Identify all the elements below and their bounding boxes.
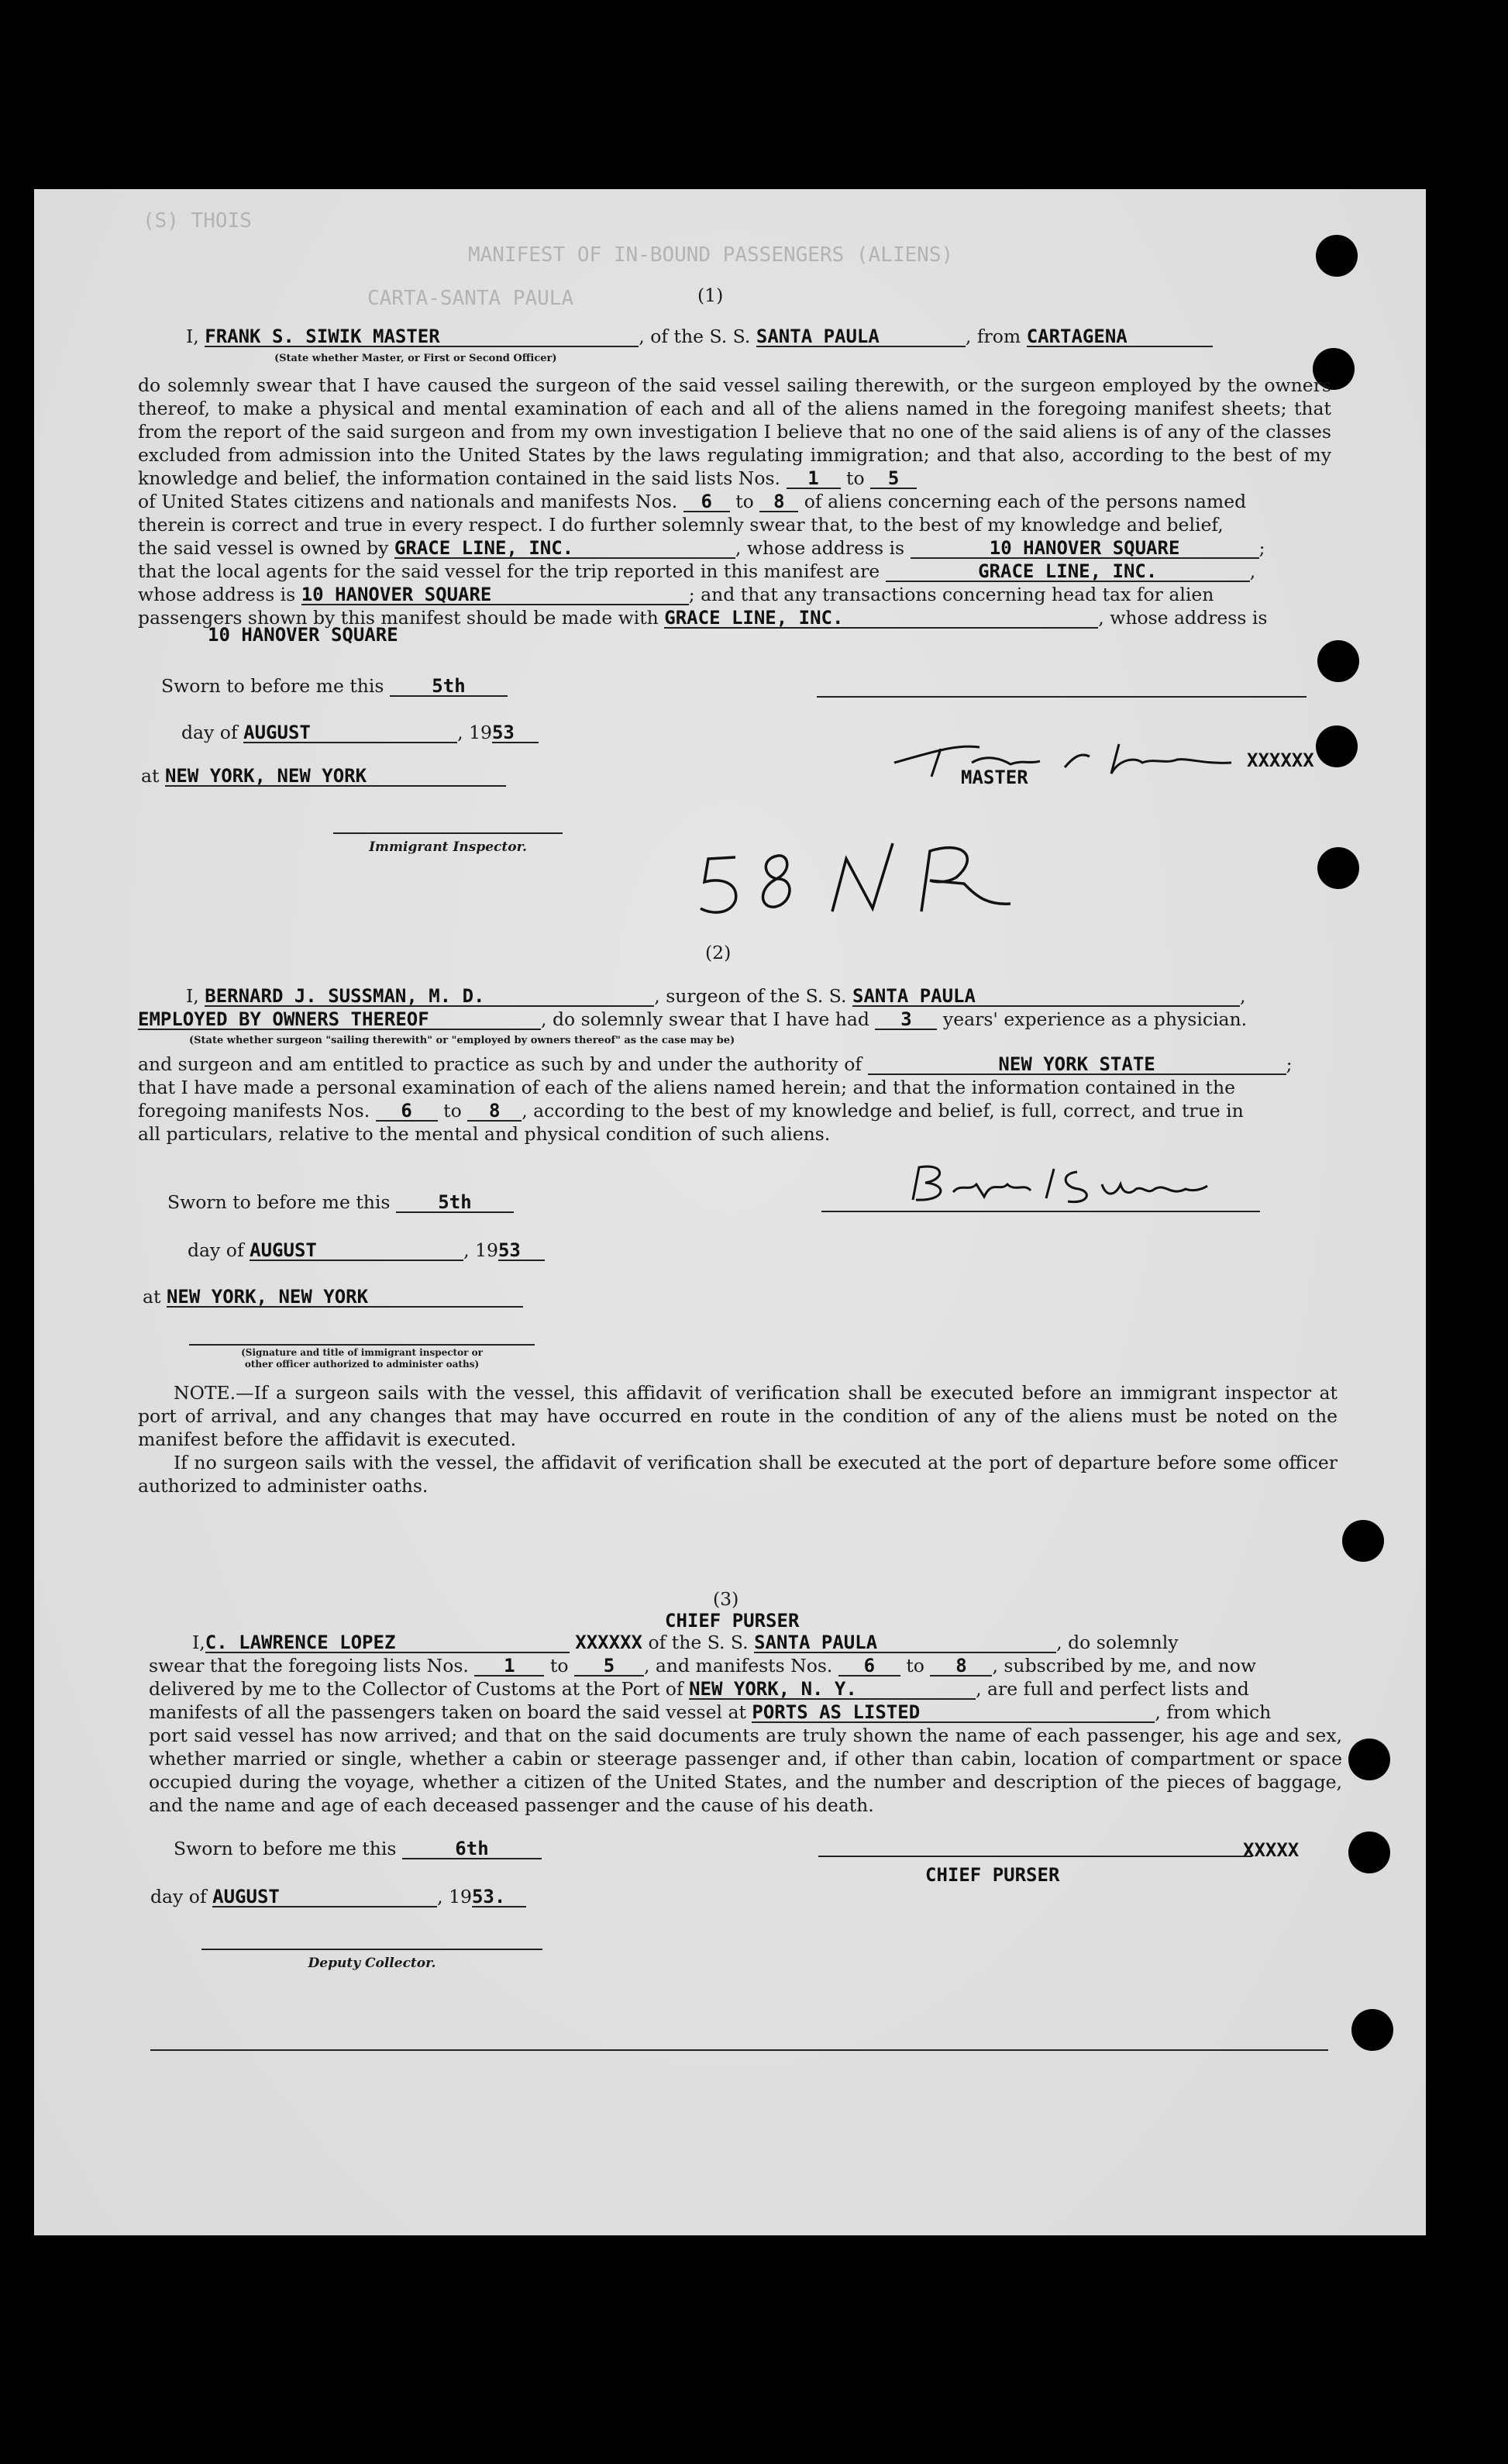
- surgeon-signature: [899, 1161, 1209, 1211]
- surgeon-line: I, BERNARD J. SUSSMAN, M. D. , surgeon of the S. S. SANTA PAULA ,: [186, 985, 1246, 1007]
- field-hint: (Signature and title of immigrant inspector or: [241, 1347, 483, 1358]
- master-name-field: FRANK S. SIWIK MASTER: [205, 327, 639, 347]
- signer-title: MASTER: [961, 767, 1028, 788]
- master-signature: [887, 736, 1243, 786]
- punch-hole: [1342, 1520, 1384, 1562]
- paragraph-text: of United States citizens and nationals and manifests Nos.: [138, 491, 678, 512]
- label: , from: [965, 326, 1021, 347]
- master-affidavit-body: do solemnly swear that I have caused the surgeon of the said vessel sailing therewith, or the surgeon employed by the owners thereof, to make a physical and mental examination of each and all of the aliens named in the foregoing manifest sheets; that from the report of the said surgeon and from my own investigation I believe that no one of the said aliens is of any of the classes excluded from admission into the United States by the laws regulating immigration; and that also, according to the best of my knowledge and belief, the information contained in the said lists Nos. 1 to 5 of United States citizens and nationals and manifests Nos. 6 to 8 of aliens concerning each of the persons named therein is correct and true in every respect. I do further solemnly swear that, to the best of my knowledge and belief, the said vessel is owned by GRACE LINE, INC. , whose address is 10 HANOVER SQUARE ; that the local agents for the said vessel for the trip reported in this manifest are GRACE LINE, INC. , whose address is 10 HANOVER SQUARE ; and that any transactions concerning head tax for alien passengers shown by this manifest should be made with GRACE LINE, INC. , whose address is: [138, 374, 1331, 629]
- month-field: AUGUST: [243, 723, 457, 743]
- footer-rule: [150, 2049, 1328, 2051]
- paragraph-text: delivered by me to the Collector of Customs at the Port of: [149, 1678, 683, 1700]
- ports-field: PORTS AS LISTED: [752, 1703, 1155, 1723]
- label: whose address is: [138, 584, 296, 605]
- punch-hole: [1348, 1832, 1390, 1873]
- owner-field: GRACE LINE, INC.: [394, 539, 735, 559]
- handwritten-note: [693, 834, 1026, 930]
- manifests-from-field: 6: [683, 492, 730, 512]
- section-number: (3): [713, 1588, 739, 1610]
- signature-line: [817, 696, 1307, 698]
- typed-title: CHIEF PURSER: [665, 1610, 800, 1632]
- vessel-name-field: SANTA PAULA: [754, 1633, 1056, 1653]
- paragraph-text: swear that the foregoing lists Nos.: [149, 1655, 469, 1677]
- purser-affidavit-body: [149, 1654, 1342, 1817]
- punch-hole: [1316, 725, 1358, 767]
- label: of the S. S.: [648, 1632, 749, 1653]
- manifests-from-field: 6: [838, 1656, 900, 1677]
- document-page: [34, 189, 1426, 2235]
- place-line: [141, 764, 506, 787]
- sworn-day-field: 5th: [396, 1193, 514, 1213]
- manifests-from-field: 6: [376, 1101, 438, 1122]
- label: at: [141, 765, 160, 787]
- field-hint: (State whether surgeon "sailing therewith" or "employed by owners thereof" as the case may be): [189, 1035, 735, 1046]
- year-field: 53: [498, 1241, 545, 1261]
- struck-text: XXXXX: [1243, 1839, 1300, 1861]
- note-paragraph: If no surgeon sails with the vessel, the affidavit of verification shall be executed at the port of departure before some officer authorized to administer oaths.: [138, 1452, 1338, 1497]
- label: I,: [192, 1632, 205, 1653]
- paragraph-text: , are full and perfect lists and: [976, 1678, 1249, 1700]
- head-tax-agent-field: GRACE LINE, INC.: [664, 608, 1098, 629]
- label: , 19: [463, 1239, 498, 1261]
- signer-title: CHIEF PURSER: [925, 1864, 1060, 1886]
- month-field: AUGUST: [250, 1241, 463, 1261]
- label: , whose address is: [1098, 607, 1268, 629]
- year-field: 53: [492, 723, 539, 743]
- label: day of: [188, 1239, 244, 1261]
- punch-hole: [1316, 235, 1358, 277]
- punch-hole: [1317, 640, 1359, 682]
- paragraph-text: , and manifests Nos.: [643, 1655, 833, 1677]
- bleed-through-text: (S) THOIS: [143, 209, 252, 233]
- place-field: NEW YORK, NEW YORK: [165, 767, 506, 787]
- years-field: 3: [875, 1010, 937, 1030]
- place-line: [143, 1285, 523, 1308]
- bleed-through-text: MANIFEST OF IN-BOUND PASSENGERS (ALIENS): [468, 243, 954, 267]
- vessel-name-field: SANTA PAULA: [756, 327, 966, 347]
- sworn-line: [174, 1837, 542, 1860]
- sworn-line: [161, 674, 508, 698]
- label: to: [735, 491, 754, 512]
- label: Sworn to before me this: [174, 1838, 397, 1859]
- date-line: [188, 1239, 545, 1262]
- date-line: [150, 1885, 526, 1908]
- punch-hole: [1348, 1739, 1390, 1780]
- paragraph-text: of aliens concerning each of the persons named: [804, 491, 1247, 512]
- label: day of: [150, 1886, 207, 1907]
- label: , whose address is: [735, 537, 905, 559]
- paragraph-text: ; and that any transactions concerning head tax for alien: [688, 584, 1214, 605]
- section-number: (2): [705, 942, 732, 963]
- owner-address-field: 10 HANOVER SQUARE: [911, 539, 1259, 559]
- lists-from-field: 1: [474, 1656, 544, 1677]
- section-number: (1): [697, 284, 724, 306]
- from-port-field: CARTAGENA: [1027, 327, 1213, 347]
- purser-name-field: C. LAWRENCE LOPEZ: [205, 1633, 570, 1653]
- label: to: [443, 1100, 462, 1122]
- paragraph-text: all particulars, relative to the mental and physical condition of such aliens.: [138, 1123, 831, 1145]
- paragraph-text: manifests of all the passengers taken on board the said vessel at: [149, 1701, 746, 1723]
- field-hint: (State whether Master, or First or Second Officer): [274, 353, 557, 364]
- lists-to-field: 5: [870, 469, 917, 489]
- punch-hole: [1351, 2009, 1393, 2051]
- surgeon-affidavit-body: and surgeon and am entitled to practice as such by and under the authority of NEW YORK STATE ; that I have made a personal examination of each of the aliens named herein; and that the information contained in the foregoing manifests Nos. 6 to 8 , according to the best of my knowledge and belief, is full, correct, and true in all particulars, relative to the mental and physical condition of such aliens.: [138, 1053, 1293, 1145]
- employment-field: EMPLOYED BY OWNERS THEREOF: [138, 1010, 541, 1030]
- manifests-to-field: 8: [759, 492, 798, 512]
- paragraph-text: years' experience as a physician: [942, 1008, 1241, 1030]
- master-declaration-line: [186, 325, 1213, 348]
- paragraph-text: and surgeon and am entitled to practice as such by and under the authority of: [138, 1053, 862, 1075]
- struck-text: XXXXXX: [1247, 750, 1314, 771]
- vessel-name-field: SANTA PAULA: [852, 987, 1240, 1007]
- punch-hole: [1317, 847, 1359, 889]
- month-field: AUGUST: [212, 1887, 437, 1907]
- agents-field: GRACE LINE, INC.: [886, 562, 1250, 582]
- signature-line: [189, 1344, 535, 1346]
- label: I,: [186, 985, 199, 1007]
- paragraph-text: , from which: [1155, 1701, 1272, 1723]
- paragraph-text: port said vessel has now arrived; and that on the said documents are truly shown the name of each passenger, his age and sex, whether married or single, whether a cabin or steerage passenger and, if other than cabin, location of compartment or space occupied during the voyage, whether a citizen of the United States, and the number and description of the pieces of baggage, and the name and age of each deceased passenger and the cause of his death.: [149, 1725, 1342, 1816]
- label: Sworn to before me this: [167, 1191, 391, 1213]
- manifests-to-field: 8: [930, 1656, 992, 1677]
- authority-field: NEW YORK STATE: [868, 1055, 1286, 1075]
- employment-line: EMPLOYED BY OWNERS THEREOF , do solemnly swear that I have had 3 years' experience as a physician.: [138, 1008, 1248, 1030]
- agents-address-field: 10 HANOVER SQUARE: [301, 585, 689, 605]
- signature-line: [201, 1949, 542, 1950]
- paragraph-text: do solemnly swear that I have caused the surgeon of the said vessel sailing therewith, or the surgeon employed by the owners thereof, to make a physical and mental examination of each and all of the aliens named in the foregoing manifest sheets; that from the report of the said surgeon and from my own investigation I believe that no one of the said aliens is of any of the classes excluded from admission into the United States by the laws regulating immigration; and that also, according to the best of my knowledge and belief, the information contained in the said lists Nos.: [138, 374, 1331, 489]
- paragraph-text: , subscribed by me, and now: [992, 1655, 1257, 1677]
- sworn-line: [167, 1191, 514, 1214]
- label: , 19: [437, 1886, 472, 1907]
- label: to: [846, 467, 865, 489]
- signature-line: [821, 1211, 1260, 1212]
- label: Sworn to before me this: [161, 675, 384, 697]
- head-tax-address-field: 10 HANOVER SQUARE: [208, 624, 398, 646]
- paragraph-text: that the local agents for the said vessel for the trip reported in this manifest are: [138, 560, 880, 582]
- sworn-day-field: 6th: [402, 1839, 542, 1859]
- year-field: 53.: [472, 1887, 526, 1907]
- struck-text: XXXXXX: [575, 1632, 642, 1653]
- port-field: NEW YORK, N. Y.: [689, 1680, 976, 1700]
- label: at: [143, 1286, 161, 1308]
- field-hint: other officer authorized to administer oaths): [244, 1359, 480, 1370]
- paragraph-text: , do solemnly swear that I have had: [541, 1008, 869, 1030]
- note-paragraph: NOTE.—If a surgeon sails with the vessel, this affidavit of verification shall be executed before an immigrant inspector at port of arrival, and any changes that may have occurred en route in the condition of any of the aliens must be noted on the manifest before the affidavit is executed.: [138, 1382, 1338, 1450]
- paragraph-text: passengers shown by this manifest should be made with: [138, 607, 659, 629]
- date-line: [181, 721, 539, 744]
- deputy-label: Deputy Collector.: [308, 1956, 436, 1971]
- lists-from-field: 1: [787, 469, 841, 489]
- label: , do solemnly: [1056, 1632, 1179, 1653]
- lists-to-field: 5: [574, 1656, 644, 1677]
- label: the said vessel is owned by: [138, 537, 389, 559]
- signature-line: [333, 832, 563, 834]
- purser-line: [192, 1631, 1179, 1654]
- label: day of: [181, 722, 238, 743]
- surgeon-name-field: BERNARD J. SUSSMAN, M. D.: [205, 987, 654, 1007]
- paragraph-text: foregoing manifests Nos.: [138, 1100, 370, 1122]
- label: to: [906, 1655, 924, 1677]
- label: I,: [186, 326, 199, 347]
- label: , 19: [457, 722, 492, 743]
- signature-line: [818, 1856, 1252, 1857]
- inspector-label: Immigrant Inspector.: [369, 839, 527, 855]
- bleed-through-text: CARTA-SANTA PAULA: [367, 287, 574, 310]
- paragraph-text: therein is correct and true in every respect. I do further solemnly swear that, to the best of my knowledge and belief,: [138, 514, 1224, 536]
- manifests-to-field: 8: [467, 1101, 522, 1122]
- paragraph-text: that I have made a personal examination of each of the aliens named herein; and that the information contained in the: [138, 1077, 1235, 1098]
- label: , surgeon of the S. S.: [654, 985, 847, 1007]
- label: , of the S. S.: [639, 326, 751, 347]
- sworn-day-field: 5th: [390, 677, 508, 697]
- place-field: NEW YORK, NEW YORK: [167, 1287, 523, 1308]
- paragraph-text: , according to the best of my knowledge and belief, is full, correct, and true in: [522, 1100, 1244, 1122]
- label: to: [549, 1655, 569, 1677]
